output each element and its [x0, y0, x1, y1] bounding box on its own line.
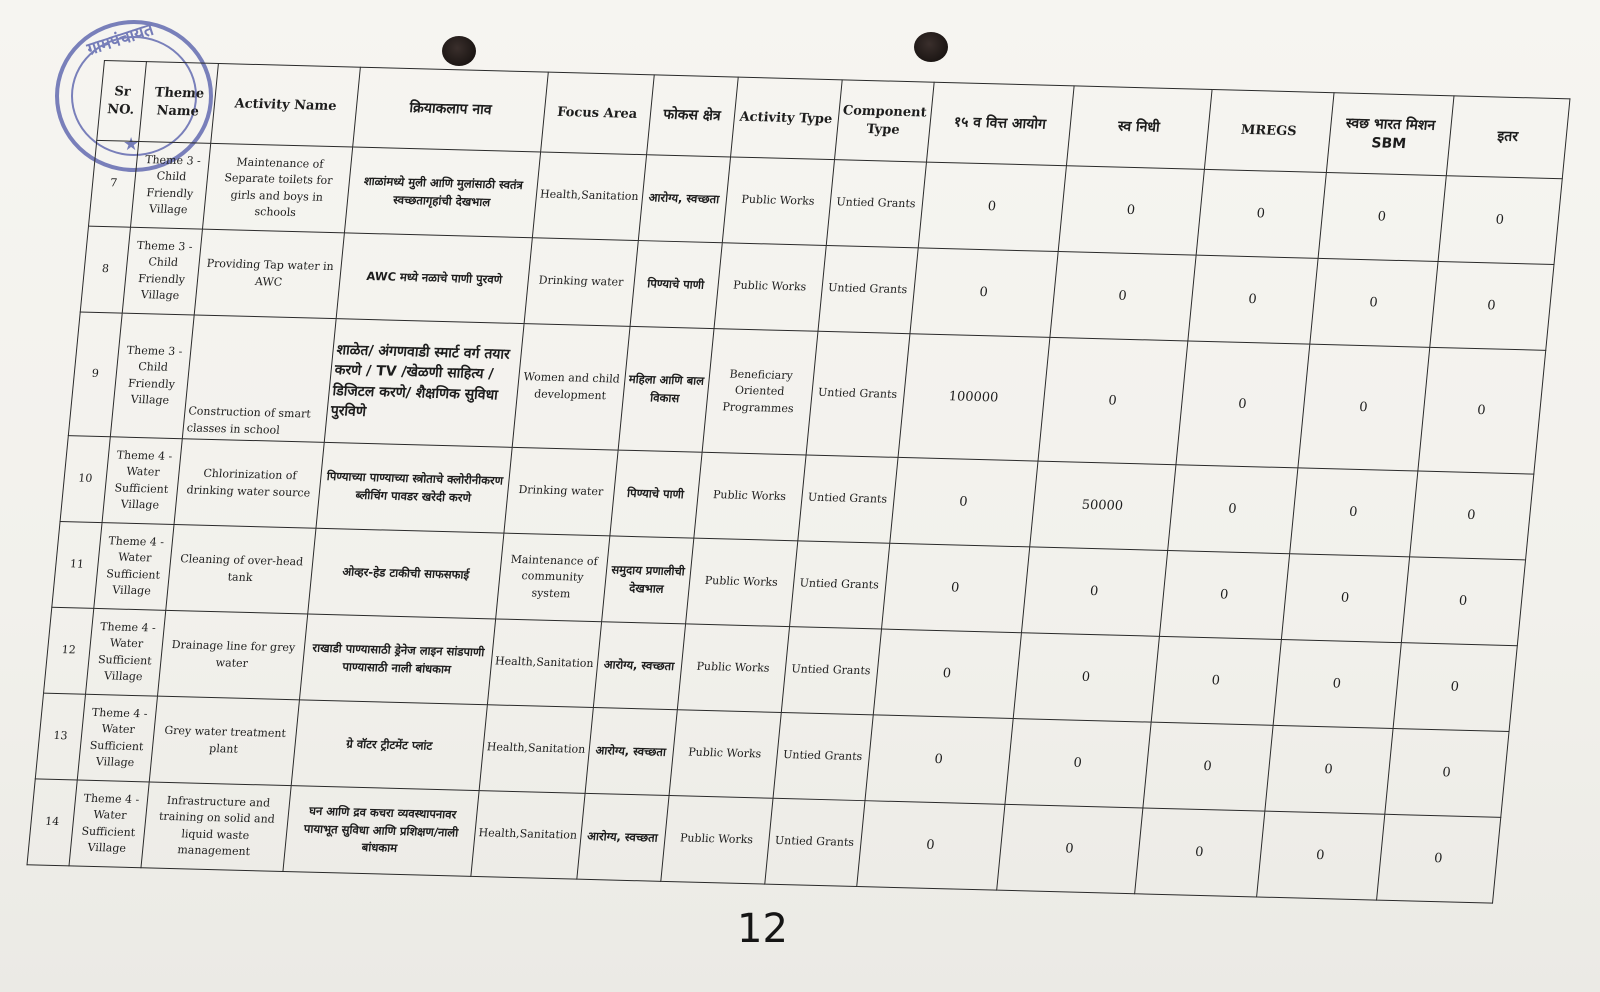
cell-activity-name: Maintenance of Separate toilets for girls and boys in schools	[202, 143, 352, 233]
header-activity-name: Activity Name	[211, 63, 361, 147]
cell-component-type: Untied Grants	[797, 455, 897, 543]
cell-component-type: Untied Grants	[789, 541, 889, 629]
cell-own-fund: 0	[1058, 166, 1204, 255]
cell-theme: Theme 3 - Child Friendly Village	[122, 227, 202, 315]
cell-sbm: 0	[1264, 725, 1392, 814]
cell-other: 0	[1438, 176, 1562, 265]
cell-component-type: Untied Grants	[781, 627, 881, 715]
header-mregs: MREGS	[1204, 90, 1334, 173]
header-15th-finance-commission: १५ व वित्त आयोग	[926, 82, 1074, 165]
header-focus-area: Focus Area	[541, 72, 654, 155]
cell-activity-name-marathi: शाळेत/ अंगणवाडी स्मार्ट वर्ग तयार करणे / TV /खेळणी साहित्य / डिजिटल करणे/ शैक्षणिक सुविधा पुरविणे	[324, 319, 524, 448]
header-own-fund: स्व निधी	[1066, 86, 1212, 169]
cell-sr-no: 14	[27, 779, 77, 866]
cell-activity-name: Drainage line for grey water	[157, 610, 307, 700]
cell-focus-area: Drinking water	[504, 447, 618, 536]
cell-focus-area: Health,Sanitation	[471, 791, 585, 880]
cell-mregs: 0	[1134, 808, 1264, 897]
cell-focus-area: Women and child development	[512, 324, 629, 450]
cell-own-fund: 0	[1038, 337, 1188, 464]
cell-activity-name: Grey water treatment plant	[149, 696, 299, 786]
cell-15th-finance-commission: 0	[873, 629, 1021, 718]
cell-theme: Theme 4 - Water Sufficient Village	[94, 523, 174, 611]
cell-own-fund: 50000	[1029, 461, 1175, 550]
punch-hole-right	[914, 32, 948, 62]
cell-component-type: Untied Grants	[818, 245, 918, 333]
cell-component-type: Untied Grants	[773, 712, 873, 800]
cell-15th-finance-commission: 0	[889, 457, 1037, 546]
cell-own-fund: 0	[1013, 633, 1159, 722]
cell-own-fund: 0	[1021, 547, 1167, 636]
cell-focus-area: Maintenance of community system	[496, 533, 610, 622]
cell-sbm: 0	[1318, 173, 1446, 262]
header-theme-name: Theme Name	[139, 62, 219, 144]
cell-other: 0	[1384, 728, 1508, 817]
cell-sr-no: 8	[80, 226, 130, 313]
cell-activity-type: Public Works	[669, 710, 781, 799]
cell-activity-type: Public Works	[714, 243, 826, 332]
header-sbm: स्वछ भारत मिशन SBM	[1326, 93, 1454, 176]
cell-activity-type: Public Works	[685, 538, 797, 627]
cell-focus-area-marathi: आरोग्य, स्वच्छता	[576, 793, 668, 881]
cell-activity-type: Public Works	[660, 796, 772, 885]
cell-mregs: 0	[1159, 550, 1289, 639]
cell-theme: Theme 4 - Water Sufficient Village	[77, 694, 157, 782]
cell-15th-finance-commission: 100000	[898, 334, 1050, 461]
cell-theme: Theme 4 - Water Sufficient Village	[102, 437, 182, 525]
cell-own-fund: 0	[1049, 252, 1195, 341]
cell-sr-no: 12	[44, 607, 94, 694]
cell-activity-type: Beneficiary Oriented Programmes	[702, 329, 818, 455]
header-component-type: Component Type	[834, 80, 934, 162]
cell-sr-no: 9	[68, 312, 122, 437]
cell-activity-name-marathi: ग्रे वॉटर ट्रीटमेंट प्लांट	[291, 700, 487, 791]
cell-other: 0	[1417, 347, 1545, 474]
cell-sbm: 0	[1297, 344, 1429, 471]
cell-own-fund: 0	[1004, 719, 1150, 808]
cell-15th-finance-commission: 0	[918, 162, 1066, 251]
cell-activity-name-marathi: ओव्हर-हेड टाकीची साफसफाई	[308, 528, 504, 619]
cell-mregs: 0	[1175, 341, 1309, 468]
cell-sbm: 0	[1309, 258, 1437, 347]
cell-activity-name: Cleaning of over-head tank	[166, 524, 316, 614]
cell-mregs: 0	[1196, 169, 1326, 258]
header-other: इतर	[1446, 96, 1570, 179]
cell-other: 0	[1409, 471, 1533, 560]
cell-theme: Theme 4 - Water Sufficient Village	[69, 780, 149, 868]
cell-focus-area-marathi: समुदाय प्रणालीची देखभाल	[601, 536, 693, 624]
cell-other: 0	[1376, 814, 1500, 903]
cell-focus-area-marathi: आरोग्य, स्वच्छता	[638, 155, 730, 243]
cell-component-type: Untied Grants	[764, 798, 864, 886]
cell-15th-finance-commission: 0	[856, 801, 1004, 890]
cell-focus-area-marathi: पिण्याचे पाणी	[609, 450, 701, 538]
cell-activity-type: Public Works	[677, 624, 789, 713]
header-activity-name-marathi: क्रियाकलाप नाव	[353, 67, 549, 152]
stamp-text: ग्रामपंचायत	[84, 19, 157, 60]
page-number: 12	[737, 906, 788, 952]
cell-activity-name: Construction of smart classes in school	[182, 315, 336, 442]
cell-15th-finance-commission: 0	[865, 715, 1013, 804]
cell-activity-name-marathi: घन आणि द्रव कचरा व्यवस्थापनावर पायाभूत सुविधा आणि प्रशिक्षण/नाली बांधकाम	[283, 786, 479, 877]
cell-sr-no: 10	[60, 436, 110, 523]
cell-mregs: 0	[1187, 255, 1317, 344]
activity-table-sheet	[26, 60, 1570, 904]
cell-focus-area: Health,Sanitation	[479, 705, 593, 794]
cell-activity-type: Public Works	[722, 157, 834, 246]
cell-other: 0	[1393, 643, 1517, 732]
cell-theme: Theme 4 - Water Sufficient Village	[86, 608, 166, 696]
cell-focus-area-marathi: आरोग्य, स्वच्छता	[585, 708, 677, 796]
cell-focus-area: Health,Sanitation	[532, 152, 646, 241]
cell-activity-name-marathi: राखाडी पाण्यासाठी ड्रेनेज लाइन सांडपाणी पाण्यासाठी नाली बांधकाम	[299, 614, 495, 705]
cell-mregs: 0	[1142, 722, 1272, 811]
cell-component-type: Untied Grants	[826, 160, 926, 248]
cell-sbm: 0	[1256, 811, 1384, 900]
cell-sbm: 0	[1273, 640, 1401, 729]
cell-activity-name: Providing Tap water in AWC	[194, 229, 344, 319]
cell-activity-name: Chlorinization of drinking water source	[174, 439, 324, 529]
cell-theme: Theme 3 - Child Friendly Village	[130, 141, 210, 229]
cell-sbm: 0	[1289, 468, 1417, 557]
header-sr-no: Sr NO.	[97, 61, 147, 142]
cell-other: 0	[1401, 557, 1525, 646]
cell-other: 0	[1429, 261, 1553, 350]
cell-component-type: Untied Grants	[806, 331, 910, 457]
cell-focus-area-marathi: आरोग्य, स्वच्छता	[593, 622, 685, 710]
cell-focus-area-marathi: पिण्याचे पाणी	[630, 241, 722, 329]
activity-table	[26, 60, 1570, 904]
header-focus-area-marathi: फोकस क्षेत्र	[646, 75, 738, 157]
cell-theme: Theme 3 - Child Friendly Village	[110, 313, 194, 439]
cell-15th-finance-commission: 0	[881, 543, 1029, 632]
cell-sbm: 0	[1281, 554, 1409, 643]
cell-activity-name: Infrastructure and training on solid and liquid waste management	[141, 782, 291, 872]
cell-sr-no: 13	[35, 693, 85, 780]
cell-mregs: 0	[1167, 465, 1297, 554]
cell-activity-name-marathi: शाळांमध्ये मुली आणि मुलांसाठी स्वतंत्र स्वच्छतागृहांची देखभाल	[344, 147, 540, 238]
punch-hole-left	[442, 36, 476, 66]
cell-own-fund: 0	[996, 804, 1142, 893]
cell-mregs: 0	[1151, 636, 1281, 725]
cell-15th-finance-commission: 0	[909, 248, 1057, 337]
cell-activity-name-marathi: AWC मध्ये नळाचे पाणी पुरवणे	[336, 233, 532, 324]
header-activity-type: Activity Type	[730, 77, 842, 160]
cell-focus-area: Health,Sanitation	[487, 619, 601, 708]
cell-focus-area: Drinking water	[524, 238, 638, 327]
cell-activity-name-marathi: पिण्याच्या पाण्याच्या स्त्रोताचे क्लोरीनीकरण ब्लीचिंग पावडर खरेदी करणे	[316, 442, 512, 533]
cell-focus-area-marathi: महिला आणि बाल विकास	[618, 326, 714, 452]
cell-sr-no: 7	[89, 140, 139, 227]
cell-sr-no: 11	[52, 522, 102, 609]
cell-activity-type: Public Works	[693, 452, 805, 541]
stamp-star-icon: ★	[123, 134, 140, 155]
